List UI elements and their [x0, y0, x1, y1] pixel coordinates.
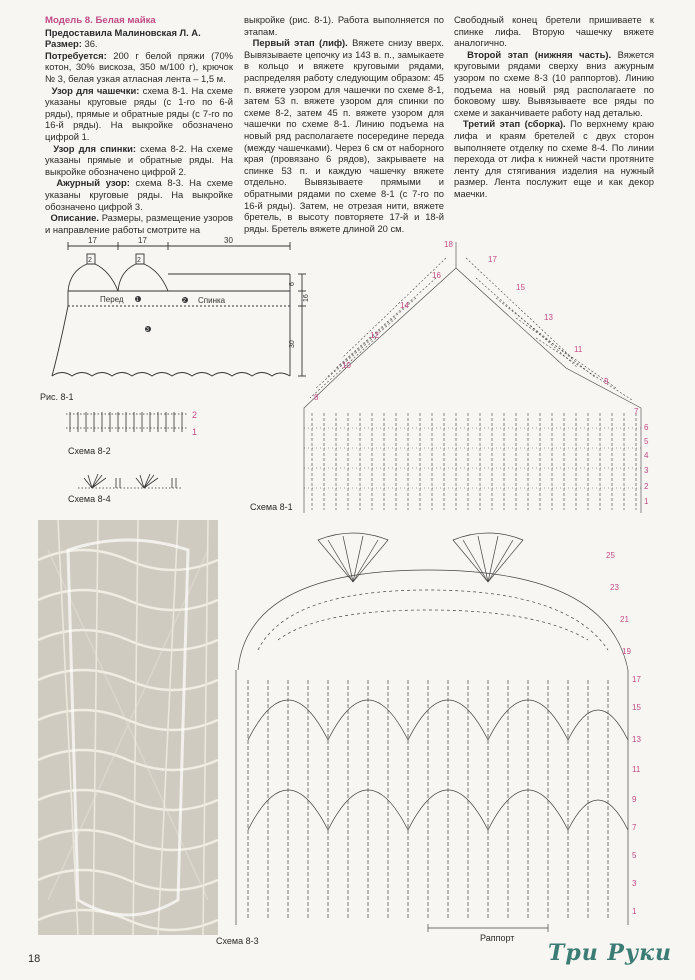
back-label: Спинка	[198, 296, 226, 305]
text-column-2	[244, 14, 444, 234]
size-value: 36.	[84, 38, 98, 50]
strap-label-2: 2	[137, 257, 141, 264]
desc-text: Размеры, размещение узоров и направление работы смотрите на	[45, 212, 233, 235]
s83-row-21: 21	[620, 615, 629, 624]
s81-row-left-18: 18	[444, 240, 453, 249]
back-text: схема 8-2. На схеме указаны прямые и обратные ряды. На выкройке обозначено цифрой 2.	[45, 142, 233, 177]
text-column-1	[45, 14, 233, 235]
s81-row-left-10: 10	[342, 361, 351, 370]
site-logo: Три Руки	[548, 940, 672, 966]
s81-row-right-6: 6	[644, 423, 649, 432]
needed-label: Потребуется:	[45, 49, 107, 61]
scheme-8-2-row-1: 1	[192, 427, 198, 437]
stage1-text: Вяжете снизу вверх. Вывязываете цепочку из 143 в. п., замыкаете в кольцо и вяжете круговыми рядами, распределяя работу следующим образом: 45 п. вяжете узором для чашечки по схеме 8-1, затем 53 п. вяжете узором для спинки по схеме 8-2, затем 45 п. вяжете узором для чашечки по схеме 8-1. Линию подъема на новый ряд располагаете посередине переда (между чашечками). Через 6 см от наборного края (провязано 6 рядов), закрываете на спинке 53 п. и каждую чашечку вяжете отдельно. Вывязываете прямыми и обратными рядами по схеме 8-1 (с 7-го по 16-й ряды). Затем, не отрезая нити, вяжете бретель, в высоту повторяете 17-й и 18-й ряды. Бретель вяжете длиной 20 см.	[244, 37, 444, 234]
text-column-3	[454, 14, 654, 200]
s83-row-9: 9	[632, 795, 637, 804]
s81-row-right-11: 11	[574, 345, 583, 354]
dim-side-3: 30	[289, 340, 296, 348]
page-number: 18	[28, 953, 41, 965]
knit-detail-photo	[38, 520, 218, 935]
stage3-text: По верхнему краю лифа и краям бретелей с двух сторон выполняете отделку по схеме 8-4. По линии перехода от лифа к нижней части протяните ленту для стягивания изделия на нужный размер. Лента послужит еще и как декор маечки.	[454, 118, 654, 199]
s83-row-5: 5	[632, 851, 637, 860]
dim-top-3: 30	[224, 236, 233, 245]
scheme-8-2-row-2: 2	[192, 410, 198, 420]
provided-by: Предоставила Малиновская Л. А.	[45, 26, 201, 38]
col2-cont: выкройке (рис. 8-1). Работа выполняется по этапам.	[244, 14, 444, 37]
s83-row-19: 19	[622, 647, 631, 656]
s81-row-right-13: 13	[544, 313, 553, 322]
scheme-8-1-label: Схема 8-1	[250, 502, 293, 512]
scheme-8-4-label: Схема 8-4	[68, 494, 111, 504]
dim-top-1: 17	[88, 236, 97, 245]
s81-row-left-12: 12	[370, 331, 379, 340]
fig-label: Рис. 8-1	[40, 392, 74, 402]
stage2-text: Вяжется круговыми рядами сверху вниз ажурным узором по схеме 8-3 (10 раппортов). Линию подъема на новый ряд располагаете по боковому шву. Вывязываете все ряды по схеме и заканчиваете работу над деталью.	[454, 48, 655, 118]
scheme-8-2	[64, 408, 194, 438]
desc-label: Описание.	[50, 212, 99, 224]
stage2-label: Второй этап (нижняя часть).	[467, 48, 612, 60]
lace-label: Ажурный узор:	[56, 177, 130, 189]
s81-row-right-9: 9	[604, 377, 609, 386]
strap-label-1: 2	[88, 257, 92, 264]
zone-label-2: 2	[183, 298, 186, 304]
s81-row-right-4: 4	[644, 451, 649, 460]
s81-row-left-16: 16	[432, 271, 441, 280]
stage1-label: Первый этап (лиф).	[252, 37, 348, 49]
s83-row-11: 11	[632, 765, 641, 774]
back-label: Узор для спинки:	[53, 142, 137, 154]
s81-row-left-8: 8	[314, 393, 319, 402]
dim-top-2: 17	[138, 236, 147, 245]
s83-row-1: 1	[632, 907, 637, 916]
pattern-diagram	[40, 236, 310, 396]
scheme-8-3	[228, 530, 648, 940]
s81-row-right-5: 5	[644, 437, 649, 446]
model-title: Модель 8. Белая майка	[45, 15, 156, 26]
s83-row-15: 15	[632, 703, 641, 712]
s81-row-right-7: 7	[634, 407, 639, 416]
scheme-8-2-label: Схема 8-2	[68, 446, 111, 456]
s81-row-right-15: 15	[516, 283, 525, 292]
dim-side-2: 16	[303, 294, 310, 302]
s83-row-3: 3	[632, 879, 637, 888]
lace-text: схема 8-3. На схеме указаны круговые ряды. На выкройке обозначено цифрой 3.	[45, 177, 233, 212]
s83-row-13: 13	[632, 735, 641, 744]
zone-label-3: 3	[146, 327, 149, 333]
dim-side-1: 6	[289, 282, 296, 286]
needed-text: 200 г белой пряжи (70% котон, 30% вискоза, 350 м/100 г), крючок № 3, белая узкая атласная лента – 1,5 м.	[45, 49, 233, 84]
s81-row-right-17: 17	[488, 255, 497, 264]
scheme-8-4	[76, 470, 186, 492]
s81-row-right-3: 3	[644, 466, 649, 475]
s81-row-right-2: 2	[644, 482, 649, 491]
cups-text: схема 8-1. На схеме указаны круговые ряды (с 1-го по 6-й ряды), прямые и обратные ряды (с 7-го по 16-й ряды). На выкройке обозначено цифрой 1.	[45, 84, 233, 142]
s83-row-25: 25	[606, 551, 615, 560]
s83-row-23: 23	[610, 583, 619, 592]
s83-row-7: 7	[632, 823, 637, 832]
size-label: Размер:	[45, 38, 82, 50]
rapport-label: Раппорт	[480, 933, 515, 943]
zone-label-1: 1	[136, 297, 139, 303]
col3-cont: Свободный конец бретели пришиваете к спинке лифа. Вторую чашечку вяжете аналогично.	[454, 14, 654, 49]
scheme-8-1	[296, 238, 656, 520]
front-label: Перед	[100, 295, 124, 304]
s81-row-right-1: 1	[644, 497, 649, 506]
s83-row-17: 17	[632, 675, 641, 684]
cups-label: Узор для чашечки:	[51, 84, 140, 96]
stage3-label: Третий этап (сборка).	[462, 118, 566, 130]
scheme-8-3-label: Схема 8-3	[216, 936, 259, 946]
s81-row-left-14: 14	[400, 301, 409, 310]
